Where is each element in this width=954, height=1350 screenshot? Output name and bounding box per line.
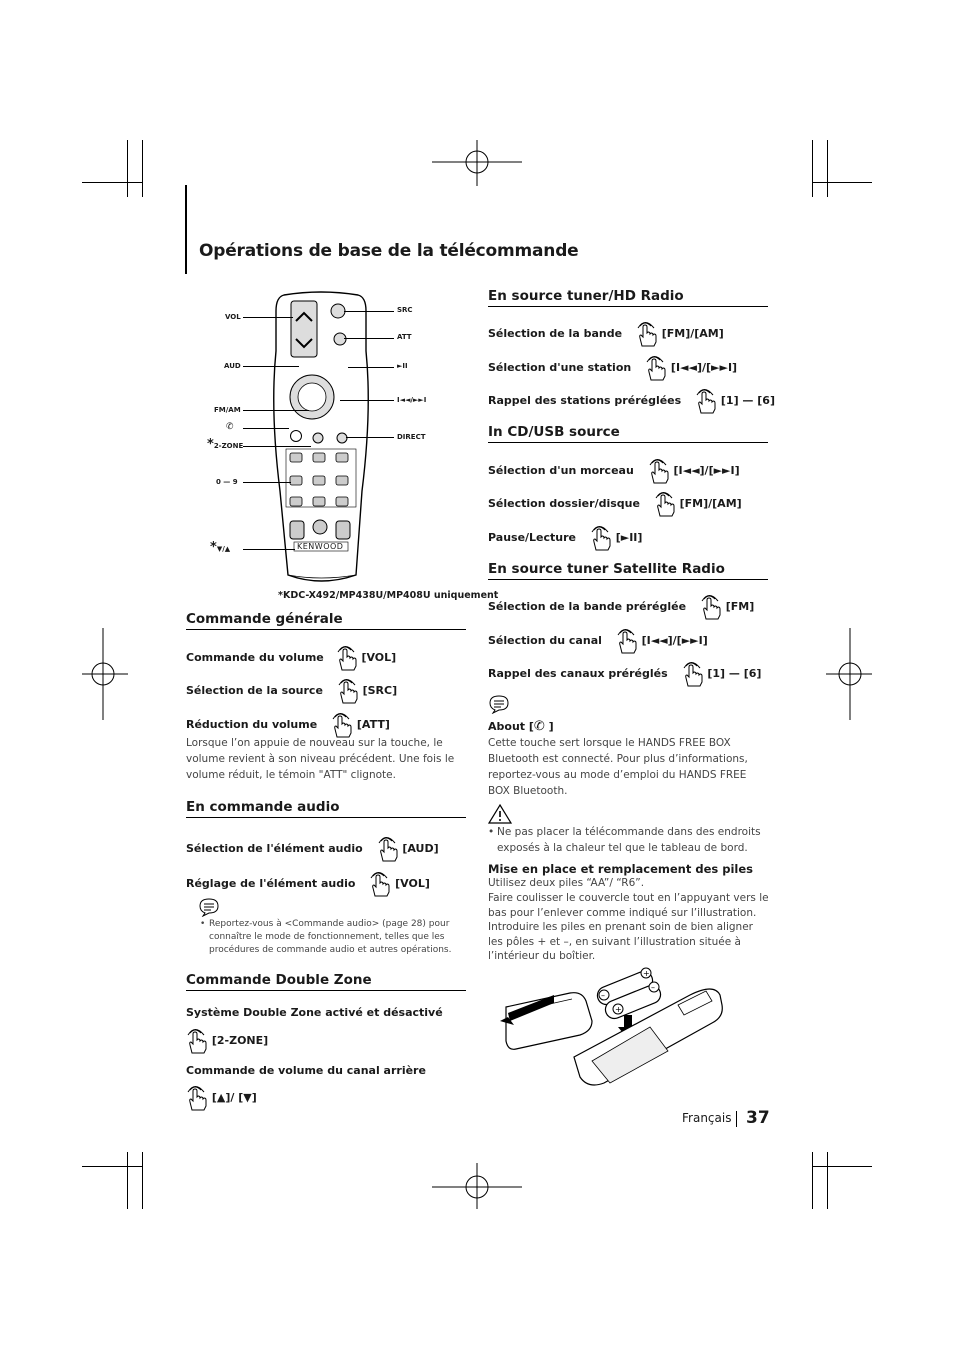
warning: • Ne pas placer la télécommande dans des endroits exposés à la chaleur tel que le tableau de bord. (488, 824, 768, 856)
row-key: [FM]/[AM] (679, 497, 742, 510)
row-label: Rappel des stations préréglées (488, 394, 682, 407)
callout-line (243, 410, 309, 411)
callout-line (348, 367, 394, 368)
section-heading-sat: En source tuner Satellite Radio (488, 561, 768, 580)
crop-mark (827, 140, 828, 197)
remote-label-att: ATT (397, 333, 412, 341)
remote-label-aud: AUD (224, 362, 241, 370)
hand-icon (369, 871, 391, 897)
callout-line (243, 549, 295, 550)
registration-mark-icon (432, 140, 522, 186)
remote-label-zone: *2-ZONE (207, 437, 244, 452)
callout-line (243, 428, 289, 429)
general-note: Lorsque l’on appuie de nouveau sur la touche, le volume revient à son niveau précédent. Une fois le volume réduit, le témoin "ATT" clignote. (186, 737, 455, 781)
hand-icon (695, 388, 717, 414)
svg-text:–: – (651, 983, 655, 992)
hand-icon (377, 836, 399, 862)
hand-icon (682, 661, 704, 687)
crop-mark (827, 1152, 828, 1209)
row-label: Sélection de la source (186, 684, 323, 697)
callout-line (243, 482, 291, 483)
section-heading-cd: In CD/USB source (488, 424, 768, 443)
phone-icon: ✆ (226, 422, 234, 432)
hand-icon (654, 491, 676, 517)
row-label: Sélection de l'élément audio (186, 842, 363, 855)
row-sat-preset (488, 661, 761, 687)
row-key: [I◄◄]/[►►I] (670, 361, 738, 374)
remote-label-digits: 0 — 9 (216, 478, 238, 486)
section-heading-general: Commande générale (186, 611, 466, 630)
row-key: [▲]/ [▼] (211, 1091, 257, 1104)
remote-label-updown: *▼/▲ (210, 540, 231, 555)
hand-icon (700, 594, 722, 620)
row-volume (186, 645, 396, 671)
row-key: [VOL] (361, 651, 397, 664)
row-key: [ATT] (356, 718, 390, 731)
callout-line (344, 311, 394, 312)
row-label: Sélection d'une station (488, 361, 632, 374)
svg-text:+: + (615, 1005, 622, 1014)
row-cd-track (488, 458, 740, 484)
row-label: Commande du volume (186, 651, 324, 664)
remote-zone-text: 2-ZONE (213, 442, 244, 450)
row-label: Sélection du canal (488, 634, 602, 647)
title-bar (185, 185, 187, 274)
row-label: Sélection de la bande préréglée (488, 600, 687, 613)
hand-icon (336, 645, 358, 671)
row-key: [2-ZONE] (211, 1034, 269, 1047)
section-heading-dual: Commande Double Zone (186, 972, 466, 991)
remote-label-direct: DIRECT (397, 433, 426, 441)
battery-heading: Mise en place et remplacement des piles (488, 862, 753, 876)
remote-label-fmam: FM/AM (214, 406, 241, 414)
callout-line (243, 366, 299, 367)
row-key: [1] — [6] (707, 667, 762, 680)
hand-icon (636, 321, 658, 347)
remote-label-skip: I◄◄/►►I (397, 396, 427, 404)
row-label: Rappel des canaux préréglés (488, 667, 668, 680)
row-label: Sélection de la bande (488, 327, 623, 340)
row-source (186, 678, 397, 704)
crop-mark (142, 1152, 143, 1209)
row-sat-band (488, 594, 754, 620)
battery-text: Faire coulisser le couvercle tout en l’appuyant vers le bas pour l’enlever comme indiqué sur l’illustration. Introduire les piles en prenant soin de bien aligner les pôles + et –, en suivant l’illustration située à l’intérieur du boîtier. (488, 892, 769, 962)
hand-icon (186, 1085, 208, 1111)
row-label: Sélection dossier/disque (488, 497, 640, 510)
svg-text:+: + (643, 969, 650, 978)
battery-line1: Utilisez deux piles “AA”/ “R6”. (488, 877, 645, 889)
registration-mark-icon (82, 628, 128, 720)
about-prefix: About [ (488, 720, 534, 733)
crop-mark (812, 182, 872, 183)
row-key: [1] — [6] (720, 394, 775, 407)
remote-label-play: ►II (397, 362, 408, 370)
crop-mark (812, 1152, 813, 1209)
phone-icon: ✆ (533, 719, 545, 734)
row-label: Réglage de l'élément audio (186, 877, 356, 890)
row-key: [I◄◄]/[►►I] (641, 634, 708, 647)
row-tuner-band (488, 321, 724, 347)
crop-mark (82, 182, 142, 183)
registration-mark-icon (432, 1163, 522, 1209)
row-label: Réduction du volume (186, 718, 318, 731)
hand-icon (186, 1028, 208, 1054)
section-heading-tuner: En source tuner/HD Radio (488, 288, 768, 307)
crop-mark (812, 1166, 872, 1167)
callout-line (243, 317, 293, 318)
page-language: Français (682, 1111, 732, 1125)
page-number: 37 (746, 1108, 770, 1128)
row-cd-play (488, 525, 642, 551)
row-key: [I◄◄]/[►►I] (673, 464, 740, 477)
remote-brand: KENWOOD (297, 542, 344, 551)
about-text: Cette touche sert lorsque le HANDS FREE BOX Bluetooth est connecté. Pour plus d’informations, reportez-vous au mode d’emploi du HANDS FREE BOX Bluetooth. (488, 737, 748, 797)
crop-mark (127, 140, 128, 197)
row-audio-adjust (186, 871, 430, 897)
callout-line (243, 446, 311, 447)
audio-note: • Reportez-vous à <Commande audio> (page 28) pour connaître le mode de fonctionnement, telles que les procédures de commande audio et autres opérations. (200, 918, 456, 957)
row-dual-key (186, 1028, 268, 1054)
row-label: Pause/Lecture (488, 531, 577, 544)
row-key: [AUD] (402, 842, 439, 855)
about-suffix: ] (544, 720, 554, 733)
crop-mark (82, 1166, 142, 1167)
row-rear-key (186, 1085, 257, 1111)
about-label (488, 719, 554, 734)
audio-note-text: Reportez-vous à <Commande audio> (page 28) pour connaître le mode de fonctionnement, telles que les procédures de commande audio et autres opérations. (209, 919, 452, 955)
hand-icon (337, 678, 359, 704)
row-dual-label: Système Double Zone activé et désactivé (186, 1006, 443, 1019)
warning-text: Ne pas placer la télécommande dans des endroits exposés à la chaleur tel que le tableau de bord. (497, 826, 761, 854)
hand-icon (590, 525, 612, 551)
battery-illustration (500, 965, 726, 1087)
row-key: [FM]/[AM] (661, 327, 724, 340)
note-icon (198, 897, 220, 917)
remote-updown-text: ▼/▲ (216, 545, 231, 553)
remote-label-src: SRC (397, 306, 413, 314)
registration-mark-icon (826, 628, 872, 720)
page-title: Opérations de base de la télécommande (199, 241, 579, 261)
row-sat-channel (488, 628, 708, 654)
warning-icon (488, 803, 512, 824)
footer-divider (736, 1111, 737, 1127)
callout-line (344, 338, 394, 339)
section-heading-audio: En commande audio (186, 799, 466, 818)
hand-icon (648, 458, 670, 484)
remote-footnote: *KDC-X492/MP438U/MP408U uniquement (278, 590, 499, 601)
row-cd-folder (488, 491, 742, 517)
row-key: [►II] (615, 531, 643, 544)
callout-line (346, 437, 394, 438)
row-key: [FM] (725, 600, 755, 613)
row-rear-label: Commande de volume du canal arrière (186, 1064, 426, 1077)
remote-label-vol: VOL (225, 313, 241, 321)
crop-mark (812, 140, 813, 197)
row-tuner-station (488, 355, 737, 381)
hand-icon (645, 355, 667, 381)
crop-mark (142, 140, 143, 197)
row-key: [VOL] (395, 877, 430, 890)
hand-icon (616, 628, 638, 654)
row-tuner-preset (488, 388, 775, 414)
row-audio-select (186, 836, 439, 862)
note-icon (488, 694, 510, 714)
crop-mark (127, 1152, 128, 1209)
callout-line (340, 400, 394, 401)
svg-text:–: – (601, 991, 605, 1000)
row-label: Sélection d'un morceau (488, 464, 634, 477)
row-key: [SRC] (362, 684, 398, 697)
